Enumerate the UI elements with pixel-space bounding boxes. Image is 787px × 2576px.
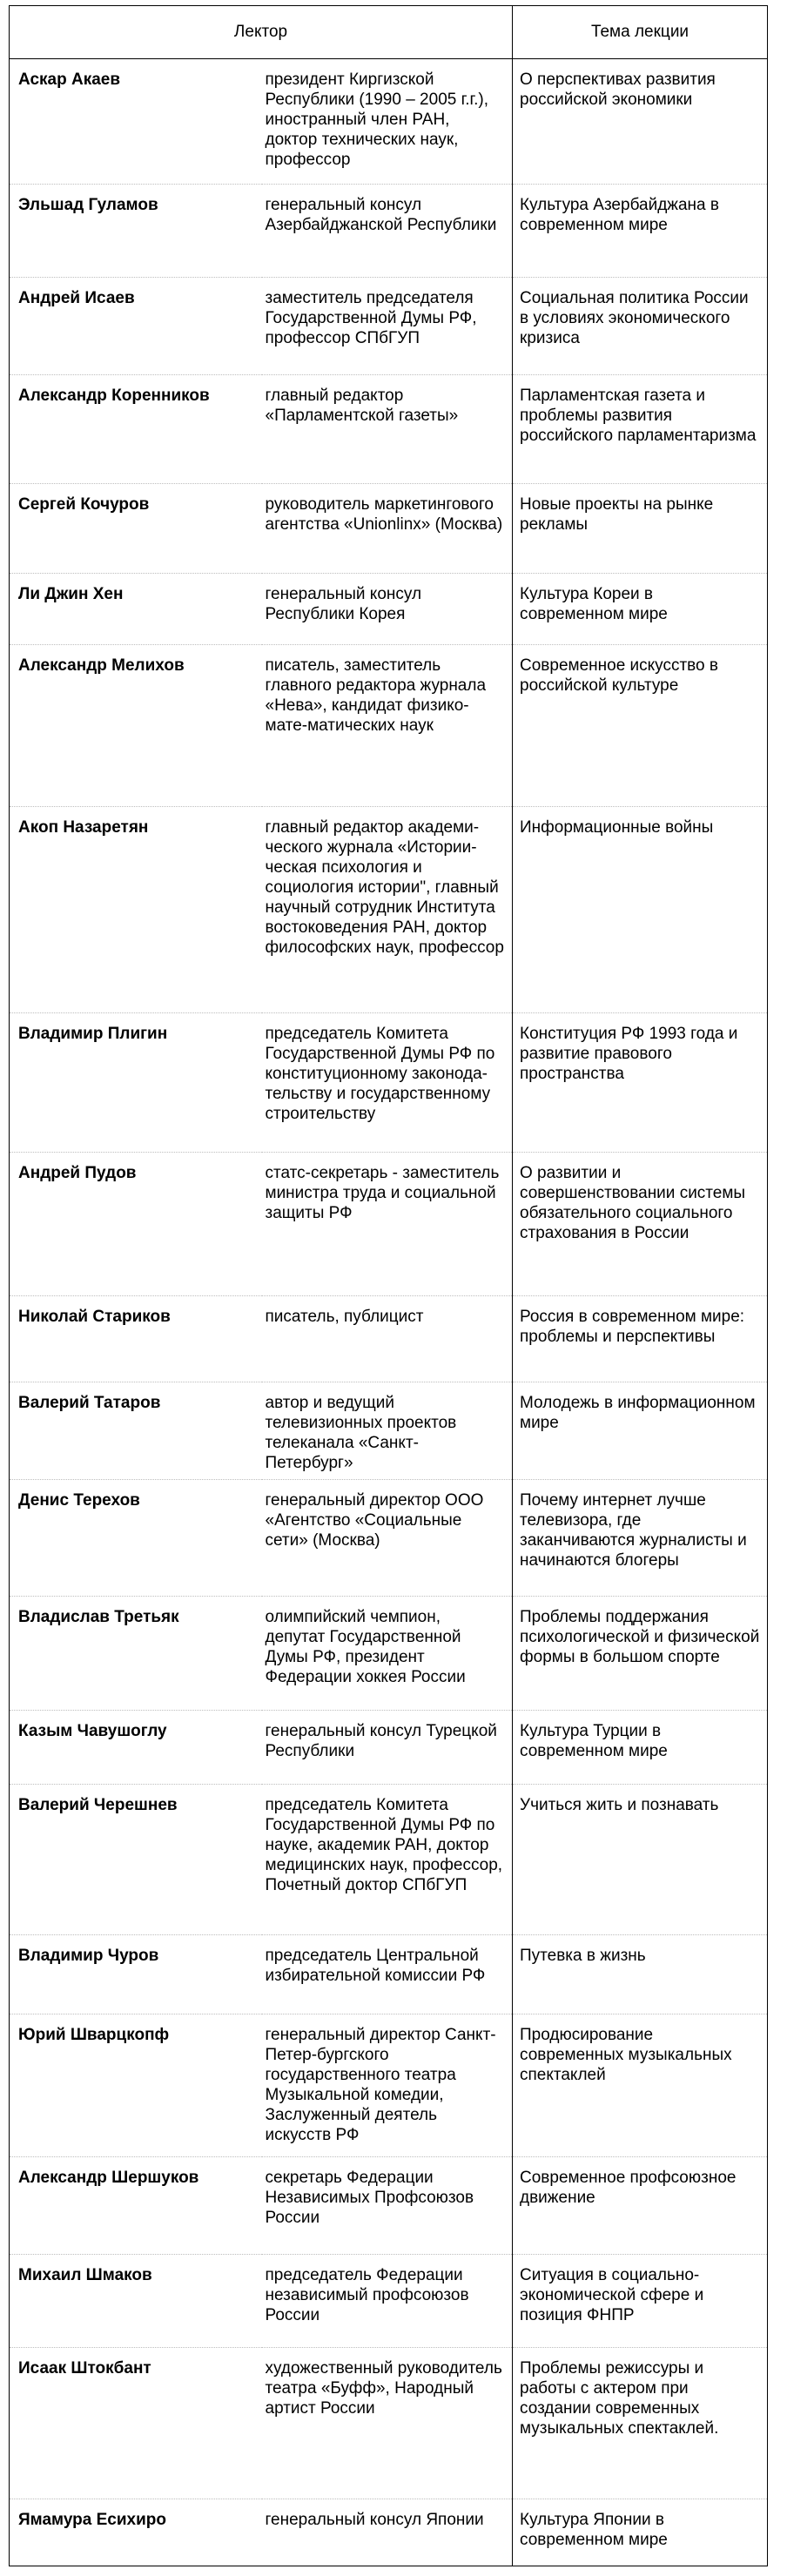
header-lecturer: Лектор: [10, 6, 513, 59]
lecturer-position: генеральный консул Азербайджанской Республики: [262, 185, 513, 278]
table-row: [10, 1382, 768, 1480]
table-row: [10, 375, 768, 484]
table-row: [10, 2255, 768, 2348]
table-row: [10, 1935, 768, 2014]
lecturer-name: Владимир Плигин: [10, 1013, 262, 1153]
lecturer-name: Александр Мелихов: [10, 645, 262, 807]
lecture-topic: Учиться жить и познавать: [513, 1785, 768, 1935]
lecture-topic: Новые проекты на рынке рекламы: [513, 484, 768, 574]
lecturer-position: писатель, заместитель главного редактора журнала «Нева», кандидат физико-мате-матических наук: [262, 645, 513, 807]
lecturers-table: [9, 5, 768, 2566]
lecture-topic: Проблемы режиссуры и работы с актером при создании современных музыкальных спектаклей.: [513, 2348, 768, 2499]
lecture-topic: Ситуация в социально-экономической сфере и позиция ФНПР: [513, 2255, 768, 2348]
table-row: [10, 185, 768, 278]
table-row: [10, 1153, 768, 1296]
lecturer-position: художественный руководитель театра «Буфф», Народный артист России: [262, 2348, 513, 2499]
header-topic: Тема лекции: [513, 6, 768, 59]
table-row: [10, 1785, 768, 1935]
table-row: [10, 1711, 768, 1785]
lecturer-position: заместитель председателя Государственной Думы РФ, профессор СПбГУП: [262, 278, 513, 375]
lecture-topic: Продюсирование современных музыкальных спектаклей: [513, 2014, 768, 2157]
table-row: [10, 1597, 768, 1711]
lecturer-position: генеральный консул Японии: [262, 2499, 513, 2566]
lecturer-name: Александр Шершуков: [10, 2157, 262, 2255]
lecturer-position: генеральный директор ООО «Агентство «Социальные сети» (Москва): [262, 1480, 513, 1597]
lecturer-position: генеральный консул Республики Корея: [262, 574, 513, 645]
lecture-topic: Путевка в жизнь: [513, 1935, 768, 2014]
table-row: [10, 59, 768, 185]
lecture-topic: Культура Кореи в современном мире: [513, 574, 768, 645]
table-row: [10, 1480, 768, 1597]
lecturer-position: олимпийский чемпион, депутат Государственной Думы РФ, президент Федерации хоккея России: [262, 1597, 513, 1711]
lecture-topic: Современное искусство в российской культуре: [513, 645, 768, 807]
lecturer-position: генеральный директор Санкт- Петер-бургского государственного театра Музыкальной комедии, Заслуженный деятель искусств РФ: [262, 2014, 513, 2157]
lecture-topic: Современное профсоюзное движение: [513, 2157, 768, 2255]
lecturer-position: генеральный консул Турецкой Республики: [262, 1711, 513, 1785]
table-row: [10, 645, 768, 807]
lecturer-position: председатель Комитета Государственной Думы РФ по конституционному законода-тельству и государственному строительству: [262, 1013, 513, 1153]
lecturer-position: автор и ведущий телевизионных проектов телеканала «Санкт-Петербург»: [262, 1382, 513, 1480]
lecturer-name: Акоп Назаретян: [10, 807, 262, 1013]
table-row: [10, 2348, 768, 2499]
table-row: [10, 484, 768, 574]
lecture-topic: О перспективах развития российской экономики: [513, 59, 768, 185]
lecturer-name: Владислав Третьяк: [10, 1597, 262, 1711]
lecture-topic: Культура Японии в современном мире: [513, 2499, 768, 2566]
table-row: [10, 574, 768, 645]
lecturer-name: Андрей Пудов: [10, 1153, 262, 1296]
table-row: [10, 807, 768, 1013]
lecturer-position: писатель, публицист: [262, 1296, 513, 1382]
lecturer-name: Валерий Татаров: [10, 1382, 262, 1480]
lecturer-position: президент Киргизской Республики (1990 – 2005 г.г.), иностранный член РАН, доктор технических наук, профессор: [262, 59, 513, 185]
lecture-topic: Культура Турции в современном мире: [513, 1711, 768, 1785]
table-header-row: [10, 6, 768, 59]
lecture-topic: Почему интернет лучше телевизора, где заканчиваются журналисты и начинаются блогеры: [513, 1480, 768, 1597]
lecture-topic: Конституция РФ 1993 года и развитие правового пространства: [513, 1013, 768, 1153]
table-row: [10, 1013, 768, 1153]
lecturer-name: Юрий Шварцкопф: [10, 2014, 262, 2157]
lecturer-name: Аскар Акаев: [10, 59, 262, 185]
lecturer-name: Владимир Чуров: [10, 1935, 262, 2014]
lecturer-position: руководитель маркетингового агентства «Unionlinx» (Москва): [262, 484, 513, 574]
lecture-topic: Россия в современном мире: проблемы и перспективы: [513, 1296, 768, 1382]
lecturer-name: Александр Коренников: [10, 375, 262, 484]
lecture-topic: Проблемы поддержания психологической и физической формы в большом спорте: [513, 1597, 768, 1711]
lecture-topic: Социальная политика России в условиях экономического кризиса: [513, 278, 768, 375]
lecturer-position: главный редактор академи-ческого журнала «Истории-ческая психология и социология истории", главный научный сотрудник Института востоковедения РАН, доктор философских наук, профессор: [262, 807, 513, 1013]
lecturer-name: Сергей Кочуров: [10, 484, 262, 574]
lecturer-position: главный редактор «Парламентской газеты»: [262, 375, 513, 484]
lecturers-table-container: [9, 5, 767, 2566]
lecturer-name: Михаил Шмаков: [10, 2255, 262, 2348]
lecturer-name: Андрей Исаев: [10, 278, 262, 375]
table-body: [10, 59, 768, 2566]
lecturer-name: Валерий Черешнев: [10, 1785, 262, 1935]
lecturer-position: председатель Центральной избирательной комиссии РФ: [262, 1935, 513, 2014]
table-row: [10, 2499, 768, 2566]
lecturer-position: секретарь Федерации Независимых Профсоюзов России: [262, 2157, 513, 2255]
lecturer-position: статс-секретарь - заместитель министра труда и социальной защиты РФ: [262, 1153, 513, 1296]
table-row: [10, 278, 768, 375]
lecturer-name: Николай Стариков: [10, 1296, 262, 1382]
lecture-topic: Парламентская газета и проблемы развития российского парламентаризма: [513, 375, 768, 484]
lecture-topic: О развитии и совершенствовании системы обязательного социального страхования в России: [513, 1153, 768, 1296]
lecturer-name: Денис Терехов: [10, 1480, 262, 1597]
table-row: [10, 2014, 768, 2157]
lecture-topic: Культура Азербайджана в современном мире: [513, 185, 768, 278]
lecturer-name: Исаак Штокбант: [10, 2348, 262, 2499]
lecturer-name: Ли Джин Хен: [10, 574, 262, 645]
lecturer-name: Эльшад Гуламов: [10, 185, 262, 278]
lecture-topic: Информационные войны: [513, 807, 768, 1013]
lecturer-name: Ямамура Есихиро: [10, 2499, 262, 2566]
table-row: [10, 1296, 768, 1382]
lecturer-name: Казым Чавушоглу: [10, 1711, 262, 1785]
table-row: [10, 2157, 768, 2255]
lecturer-position: председатель Комитета Государственной Думы РФ по науке, академик РАН, доктор медицинских наук, профессор, Почетный доктор СПбГУП: [262, 1785, 513, 1935]
lecture-topic: Молодежь в информационном мире: [513, 1382, 768, 1480]
lecturer-position: председатель Федерации независимый профсоюзов России: [262, 2255, 513, 2348]
